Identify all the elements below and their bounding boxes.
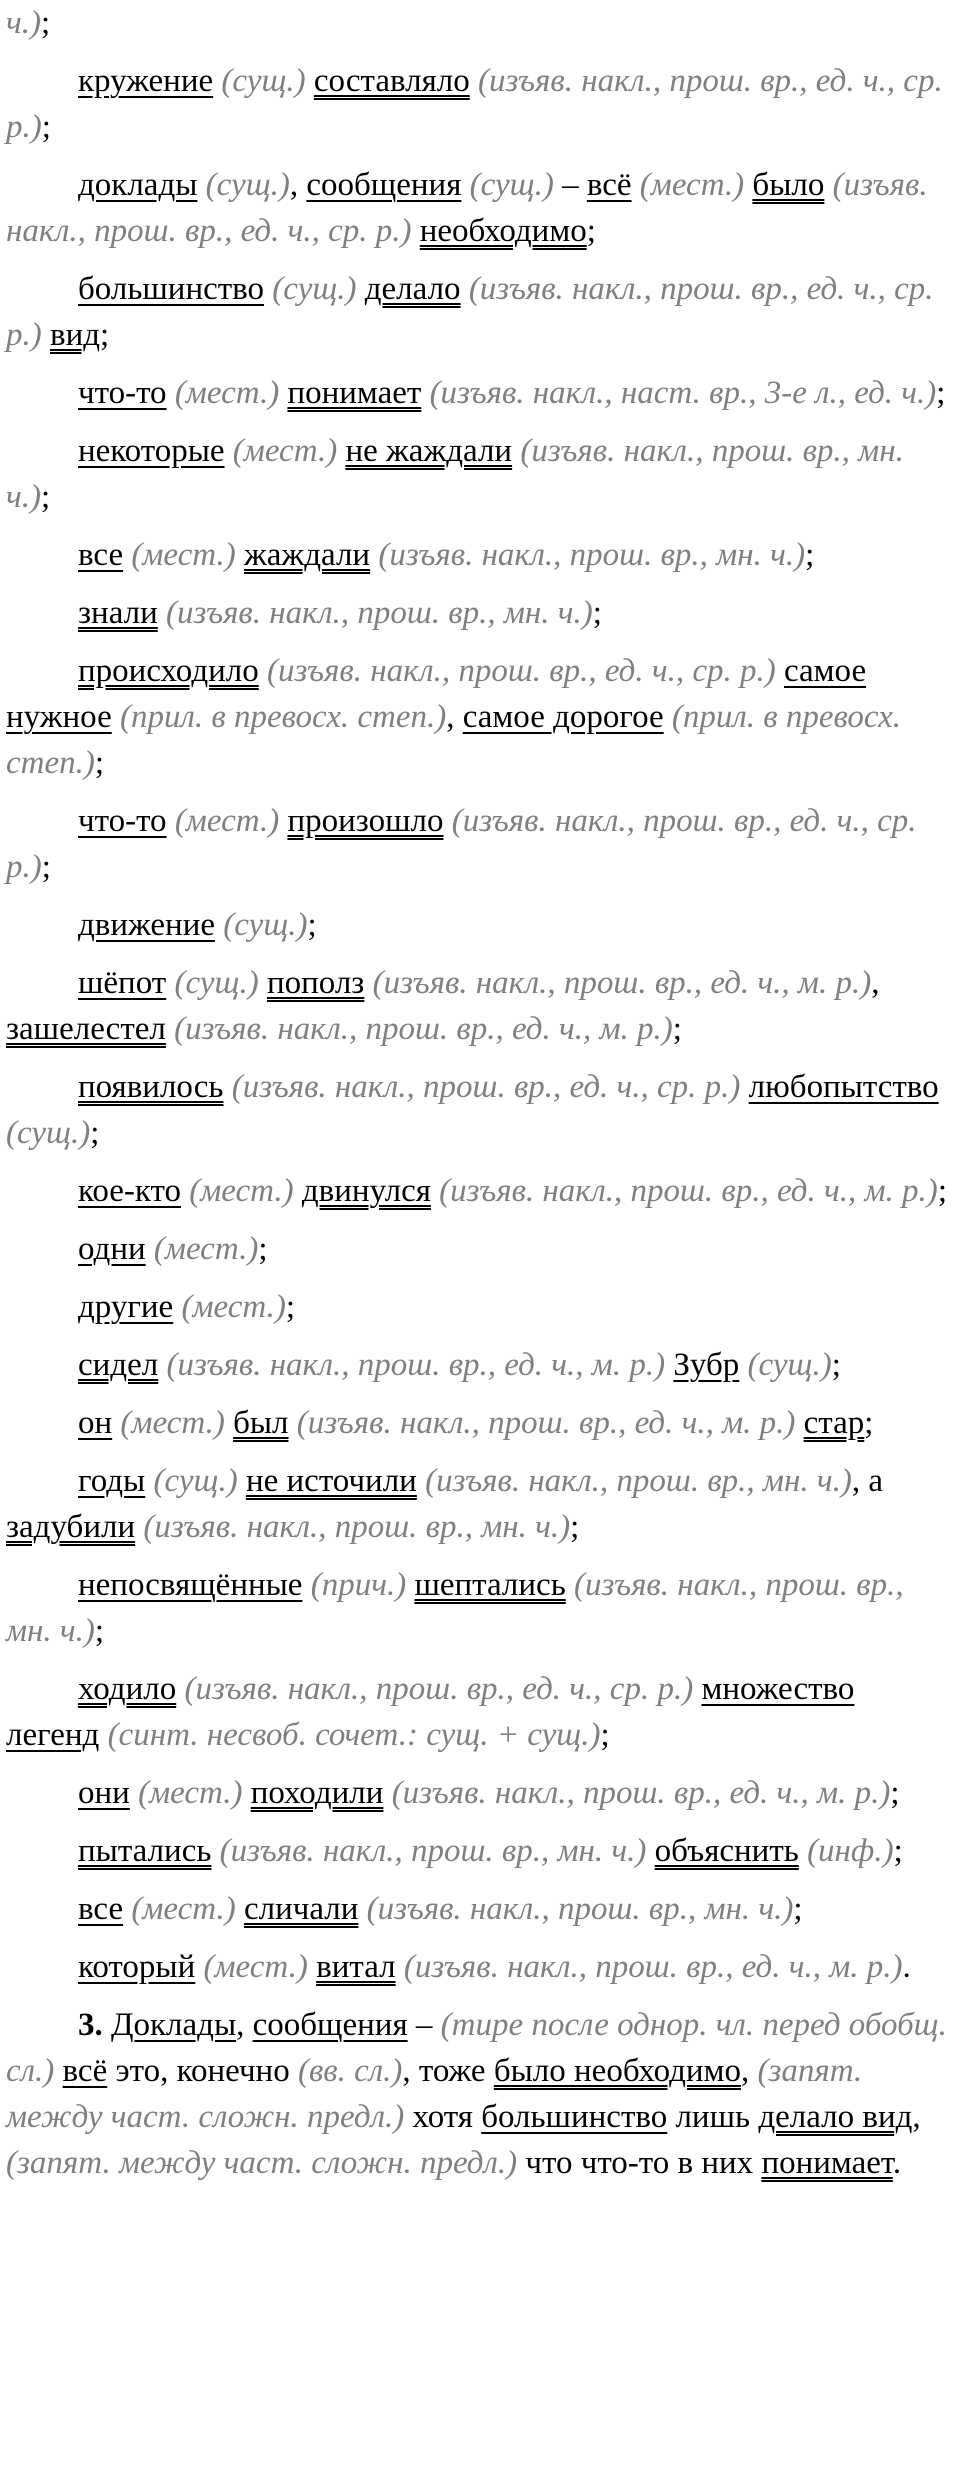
- annotation: (прил. в превосх. степ.): [6, 699, 902, 781]
- annotation: (изъяв. накл., прош. вр., ед. ч., ср. р.): [6, 803, 917, 885]
- text: ;: [893, 1833, 903, 1869]
- predicate-word: стар: [803, 1405, 865, 1441]
- annotation: (мест.): [181, 1289, 286, 1325]
- paragraph: [6, 1400, 952, 1446]
- predicate-word: знали: [78, 595, 158, 631]
- predicate-word: пытались: [78, 1833, 212, 1869]
- text: ;: [586, 213, 596, 249]
- paragraph: [6, 58, 952, 150]
- paragraph: [6, 532, 952, 578]
- text: [412, 213, 420, 249]
- text: ,: [289, 167, 307, 203]
- text: ;: [94, 745, 105, 781]
- text: ;: [90, 1115, 100, 1151]
- paragraph: [6, 162, 952, 254]
- text: , а: [851, 1463, 883, 1499]
- annotation: (мест.): [174, 803, 280, 839]
- paragraph: [6, 1828, 952, 1874]
- paragraph: [6, 0, 952, 46]
- annotation: (тире после однор. чл. перед обобщ. сл.): [6, 2007, 947, 2089]
- subject-word: всё: [62, 2053, 108, 2089]
- predicate-word: вид: [50, 317, 101, 353]
- predicate-word: было необходимо: [493, 2053, 741, 2089]
- text: ;: [285, 1289, 296, 1325]
- paragraph: [6, 798, 952, 890]
- subject-word: множество легенд: [6, 1671, 855, 1753]
- predicate-word: объяснить: [654, 1833, 799, 1869]
- text: [294, 1173, 302, 1209]
- text: , тоже: [402, 2053, 494, 2089]
- annotation: (изъяв. накл., прош. вр., ед. ч., м. р.): [166, 1347, 666, 1383]
- annotation: (мест.): [138, 1775, 243, 1811]
- predicate-word: делало: [364, 271, 461, 307]
- subject-word: Зубр: [673, 1347, 740, 1383]
- text: [238, 1463, 246, 1499]
- text: ;: [258, 1231, 268, 1267]
- annotation: (сущ.): [223, 907, 308, 943]
- annotation: (сущ.): [153, 1463, 238, 1499]
- paragraph: [6, 1886, 952, 1932]
- annotation: (изъяв. накл., прош. вр., ед. ч., м. р.): [296, 1405, 796, 1441]
- annotation: (сущ.): [221, 63, 306, 99]
- annotation: ч.): [6, 5, 41, 41]
- annotation: (изъяв. накл., прош. вр., мн. ч.): [219, 1833, 647, 1869]
- annotation: (изъяв. накл., наст. вр., 3-е л., ед. ч.): [429, 375, 937, 411]
- text: [421, 375, 429, 411]
- text: [112, 699, 120, 735]
- text: ,: [236, 2007, 253, 2043]
- text: [799, 1833, 807, 1869]
- text: [383, 1775, 391, 1811]
- bold-number: 3.: [78, 2007, 103, 2043]
- text: ,: [912, 2099, 921, 2135]
- text: ;: [570, 1509, 580, 1545]
- text: ;: [41, 849, 51, 885]
- predicate-word: не жаждали: [345, 433, 513, 469]
- text: [236, 1891, 244, 1927]
- paragraph: [6, 590, 952, 636]
- text: .: [892, 2145, 902, 2181]
- text: ;: [890, 1775, 900, 1811]
- text: ;: [100, 317, 110, 353]
- text: [236, 537, 244, 573]
- paragraph: [6, 428, 952, 520]
- text: [646, 1833, 654, 1869]
- annotation: (запят. между част. сложн. предл.): [6, 2053, 863, 2135]
- text: [566, 1567, 574, 1603]
- subject-word: шёпот: [78, 965, 167, 1001]
- predicate-word: витал: [316, 1949, 396, 1985]
- text: [259, 653, 267, 689]
- annotation: (мест.): [189, 1173, 294, 1209]
- predicate-word: понимает: [761, 2145, 893, 2181]
- predicate-word: двинулся: [301, 1173, 431, 1209]
- text: [211, 1833, 219, 1869]
- subject-word: он: [78, 1405, 113, 1441]
- annotation: (мест.): [131, 1891, 236, 1927]
- predicate-word: сидел: [78, 1347, 159, 1383]
- annotation: (мест.): [203, 1949, 308, 1985]
- subject-word: движение: [78, 907, 216, 943]
- annotation: (запят. между част. сложн. предл.): [6, 2145, 518, 2181]
- subject-word: что-то: [78, 375, 167, 411]
- text: [824, 167, 832, 203]
- text: [776, 653, 784, 689]
- text: [396, 1949, 404, 1985]
- subject-word: всё: [586, 167, 632, 203]
- annotation: (изъяв. накл., прош. вр., ед. ч., ср. р.): [6, 167, 928, 249]
- subject-word: непосвящённые: [78, 1567, 303, 1603]
- annotation: (прил. в превосх. степ.): [120, 699, 447, 735]
- text: [166, 1011, 174, 1047]
- subject-word: все: [78, 1891, 124, 1927]
- text: [225, 1405, 233, 1441]
- annotation: (изъяв. накл., прош. вр., ед. ч., м. р.): [174, 1011, 673, 1047]
- paragraph: [6, 1064, 952, 1156]
- predicate-word: составляло: [313, 63, 470, 99]
- text: лишь: [667, 2099, 759, 2135]
- subject-word: любопытство: [748, 1069, 939, 1105]
- annotation: (изъяв. накл., прош. вр., мн. ч.): [6, 1567, 904, 1649]
- text: ,: [740, 2053, 758, 2089]
- annotation: (изъяв. накл., прош. вр., ед. ч., ср. р.): [6, 271, 934, 353]
- predicate-word: было: [752, 167, 825, 203]
- text: [103, 2007, 111, 2043]
- predicate-word: зашелестел: [6, 1011, 166, 1047]
- subject-word: все: [78, 537, 124, 573]
- paragraph: [6, 1226, 952, 1272]
- text: [417, 1463, 425, 1499]
- text: ;: [805, 537, 815, 573]
- text: ;: [41, 109, 51, 145]
- text: хотя: [404, 2099, 482, 2135]
- predicate-word: шептались: [414, 1567, 566, 1603]
- predicate-word: был: [233, 1405, 289, 1441]
- annotation: (изъяв. накл., прош. вр., мн. ч.): [166, 595, 593, 631]
- subject-word: Доклады: [111, 2007, 237, 2043]
- text: [167, 375, 175, 411]
- subject-word: который: [78, 1949, 196, 1985]
- predicate-word: появилось: [78, 1069, 224, 1105]
- annotation: (сущ.): [747, 1347, 832, 1383]
- text: ;: [831, 1347, 841, 1383]
- text: [461, 167, 469, 203]
- text: [358, 1891, 366, 1927]
- annotation: (прич.): [310, 1567, 407, 1603]
- text: ;: [600, 1717, 610, 1753]
- paragraph: [6, 2002, 952, 2186]
- text: [632, 167, 640, 203]
- text: ,: [446, 699, 463, 735]
- text: .: [902, 1949, 911, 1985]
- paragraph: [6, 648, 952, 786]
- text: что что-то в них: [517, 2145, 762, 2181]
- subject-word: кружение: [78, 63, 214, 99]
- text: [357, 271, 365, 307]
- annotation: (изъяв. накл., прош. вр., ед. ч., ср. р.): [184, 1671, 694, 1707]
- text: ,: [871, 965, 880, 1001]
- annotation: (мест.): [120, 1405, 225, 1441]
- paragraph: [6, 1284, 952, 1330]
- annotation: (инф.): [807, 1833, 894, 1869]
- paragraph: [6, 960, 952, 1052]
- paragraph: [6, 266, 952, 358]
- subject-word: другие: [78, 1289, 174, 1325]
- text: ;: [40, 479, 51, 515]
- subject-word: сообщения: [252, 2007, 408, 2043]
- subject-word: некоторые: [78, 433, 225, 469]
- subject-word: сообщения: [306, 167, 462, 203]
- subject-word: что-то: [78, 803, 167, 839]
- text: [197, 167, 205, 203]
- annotation: (мест.): [153, 1231, 259, 1267]
- text: [54, 2053, 62, 2089]
- annotation: (мест.): [131, 537, 236, 573]
- text: [308, 1949, 316, 1985]
- paragraph: [6, 1458, 952, 1550]
- annotation: (изъяв. накл., прош. вр., мн. ч.): [6, 433, 904, 515]
- subject-word: они: [78, 1775, 130, 1811]
- text: ;: [592, 595, 602, 631]
- subject-word: годы: [78, 1463, 146, 1499]
- annotation: (изъяв. накл., прош. вр., мн. ч.): [143, 1509, 571, 1545]
- annotation: (изъяв. накл., прош. вр., ед. ч., м. р.): [403, 1949, 903, 1985]
- paragraph: [6, 1168, 952, 1214]
- text: [259, 965, 267, 1001]
- text: ;: [40, 5, 51, 41]
- text: ;: [672, 1011, 682, 1047]
- predicate-word: пополз: [266, 965, 365, 1001]
- paragraph: [6, 1666, 952, 1758]
- predicate-word: ходило: [78, 1671, 177, 1707]
- text: [225, 433, 233, 469]
- annotation: (изъяв. накл., прош. вр., ед. ч., ср. р.): [6, 63, 943, 145]
- subject-word: самое дорогое: [462, 699, 664, 735]
- text: [664, 699, 672, 735]
- predicate-word: происходило: [78, 653, 259, 689]
- annotation: (изъяв. накл., прош. вр., ед. ч., м. р.): [372, 965, 872, 1001]
- text: [306, 63, 314, 99]
- paragraph: [6, 1944, 952, 1990]
- predicate-word: произошло: [287, 803, 444, 839]
- text: [146, 1231, 154, 1267]
- annotation: (изъяв. накл., прош. вр., ед. ч., ср. р.): [267, 653, 776, 689]
- subject-word: одни: [78, 1231, 146, 1267]
- annotation: (сущ.): [205, 167, 290, 203]
- text: [364, 965, 372, 1001]
- annotation: (изъяв. накл., прош. вр., мн. ч.): [425, 1463, 852, 1499]
- annotation: (изъяв. накл., прош. вр., ед. ч., ср. р.): [231, 1069, 741, 1105]
- text: это, конечно: [107, 2053, 298, 2089]
- paragraph: [6, 1562, 952, 1654]
- text: –: [407, 2007, 441, 2043]
- text: [431, 1173, 439, 1209]
- subject-word: кое-кто: [78, 1173, 181, 1209]
- text: –: [553, 167, 587, 203]
- text: ;: [94, 1613, 105, 1649]
- text: ;: [864, 1405, 874, 1441]
- text: [470, 63, 478, 99]
- predicate-word: жаждали: [243, 537, 371, 573]
- text: [223, 1069, 231, 1105]
- annotation: (изъяв. накл., прош. вр., мн. ч.): [378, 537, 806, 573]
- text: ;: [937, 1173, 947, 1209]
- text: [302, 1567, 310, 1603]
- annotation: (мест.): [174, 375, 280, 411]
- subject-word: большинство: [78, 271, 265, 307]
- predicate-word: понимает: [287, 375, 422, 411]
- text: [130, 1775, 138, 1811]
- text: ;: [793, 1891, 803, 1927]
- subject-word: самое нужное: [6, 653, 867, 735]
- text: ;: [307, 907, 317, 943]
- annotation: (синт. несвоб. сочет.: сущ. + сущ.): [107, 1717, 601, 1753]
- subject-word: большинство: [481, 2099, 668, 2135]
- paragraph: [6, 1342, 952, 1388]
- annotation: (сущ.): [6, 1115, 91, 1151]
- predicate-word: задубили: [6, 1509, 136, 1545]
- paragraph: [6, 1770, 952, 1816]
- predicate-word: походили: [250, 1775, 384, 1811]
- text: [740, 1069, 748, 1105]
- annotation: (изъяв. накл., прош. вр., ед. ч., м. р.): [439, 1173, 938, 1209]
- text: ;: [936, 375, 946, 411]
- predicate-word: необходимо: [419, 213, 587, 249]
- text: [158, 595, 166, 631]
- annotation: (сущ.): [174, 965, 259, 1001]
- subject-word: доклады: [78, 167, 198, 203]
- annotation: (изъяв. накл., прош. вр., ед. ч., м. р.): [391, 1775, 891, 1811]
- text: [444, 803, 452, 839]
- text: [461, 271, 469, 307]
- text: [195, 1949, 203, 1985]
- text: [289, 1405, 297, 1441]
- annotation: (сущ.): [469, 167, 554, 203]
- predicate-word: не источили: [245, 1463, 417, 1499]
- text: [181, 1173, 189, 1209]
- text: [99, 1717, 107, 1753]
- annotation: (мест.): [639, 167, 745, 203]
- annotation: (сущ.): [272, 271, 357, 307]
- text: [242, 1775, 250, 1811]
- predicate-word: сличали: [243, 1891, 359, 1927]
- annotation: (изъяв. накл., прош. вр., мн. ч.): [366, 1891, 794, 1927]
- paragraph: [6, 902, 952, 948]
- text: [42, 317, 50, 353]
- text: [795, 1405, 803, 1441]
- paragraph: [6, 370, 952, 416]
- annotation: (вв. сл.): [297, 2053, 403, 2089]
- predicate-word: делало вид: [758, 2099, 913, 2135]
- text: [739, 1347, 747, 1383]
- text: [167, 803, 175, 839]
- annotation: (мест.): [232, 433, 338, 469]
